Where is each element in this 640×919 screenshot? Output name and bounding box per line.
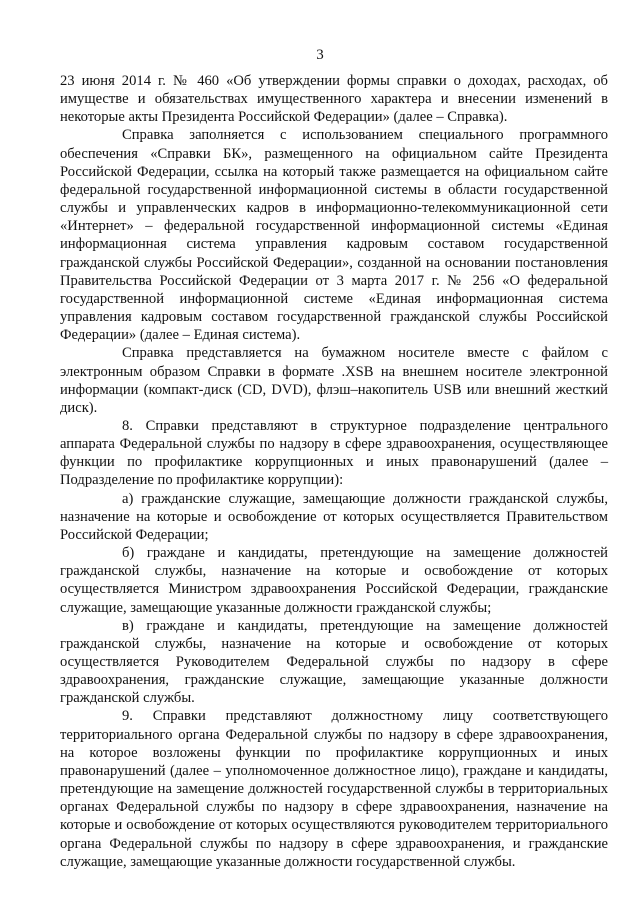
paragraph-item-8v: в) граждане и кандидаты, претендующие на замещение должностей гражданской службы, назначение на которые и освобождение от которых осуществляется Руководителем Федеральной службы по надзору в сфере здравоохранения, гражданские служащие, замещающие указанные должности гражданской службы. — [60, 617, 608, 707]
paragraph-spravka-submission: Справка представляется на бумажном носителе вместе с файлом с электронным образом Справки в формате .XSB на внешнем носителе электронной информации (компакт-диск (CD, DVD), флэш–накопитель USB или внешний жесткий диск). — [60, 345, 608, 416]
paragraph-item-8a: а) гражданские служащие, замещающие должности гражданской службы, назначение на которые и освобождение от которых осуществляется Правительством Российской Федерации; — [60, 490, 608, 543]
paragraph-spravka-filling: Справка заполняется с использованием специального программного обеспечения «Справки БК», размещенного на официальном сайте Президента Российской Федерации, ссылка на который также размещается на официальном сайте федеральной государственной информационной системы в области государственной службы и управленческих кадров в информационно-телекоммуникационной сети «Интернет» – федеральной государственной информационной системы «Единая информационная система управления кадровым составом государственной гражданской службы Российской Федерации», созданной на основании постановления Правительства Российской Федерации от 3 марта 2017 г. № 256 «О федеральной государственной информационной системе «Единая информационная система управления кадровым составом государственной гражданской службы Российской Федерации» (далее – Единая система). — [60, 127, 608, 344]
paragraph-item-9: 9. Справки представляют должностному лицу соответствующего территориального органа Федеральной службы по надзору в сфере здравоохранения, на которое возложены функции по профилактике коррупционных и иных правонарушений (далее – уполномоченное должностное лицо), граждане и кандидаты, претендующие на замещение должностей государственной службы в территориальных органах Федеральной службы по надзору в сфере здравоохранения, назначение на которые и освобождение от которых осуществляются руководителем территориального органа Федеральной службы по надзору в сфере здравоохранения, и гражданские служащие, замещающие указанные должности государственной службы. — [60, 708, 608, 870]
document-body — [60, 72, 608, 871]
paragraph-item-8: 8. Справки представляют в структурное подразделение центрального аппарата Федеральной службы по надзору в сфере здравоохранения, осуществляющее функции по профилактике коррупционных и иных правонарушений (далее – Подразделение по профилактике коррупции): — [60, 417, 608, 489]
page-number: 3 — [316, 47, 324, 63]
paragraph-continuation: 23 июня 2014 г. № 460 «Об утверждении формы справки о доходах, расходах, об имуществе и обязательствах имущественного характера и внесении изменений в некоторые акты Президента Российской Федерации» (далее – Справка). — [60, 73, 608, 126]
paragraph-item-8b: б) граждане и кандидаты, претендующие на замещение должностей гражданской службы, назначение на которые и освобождение от которых осуществляется Министром здравоохранения Российской Федерации, гражданские служащие, замещающие указанные должности гражданской службы; — [60, 545, 608, 616]
